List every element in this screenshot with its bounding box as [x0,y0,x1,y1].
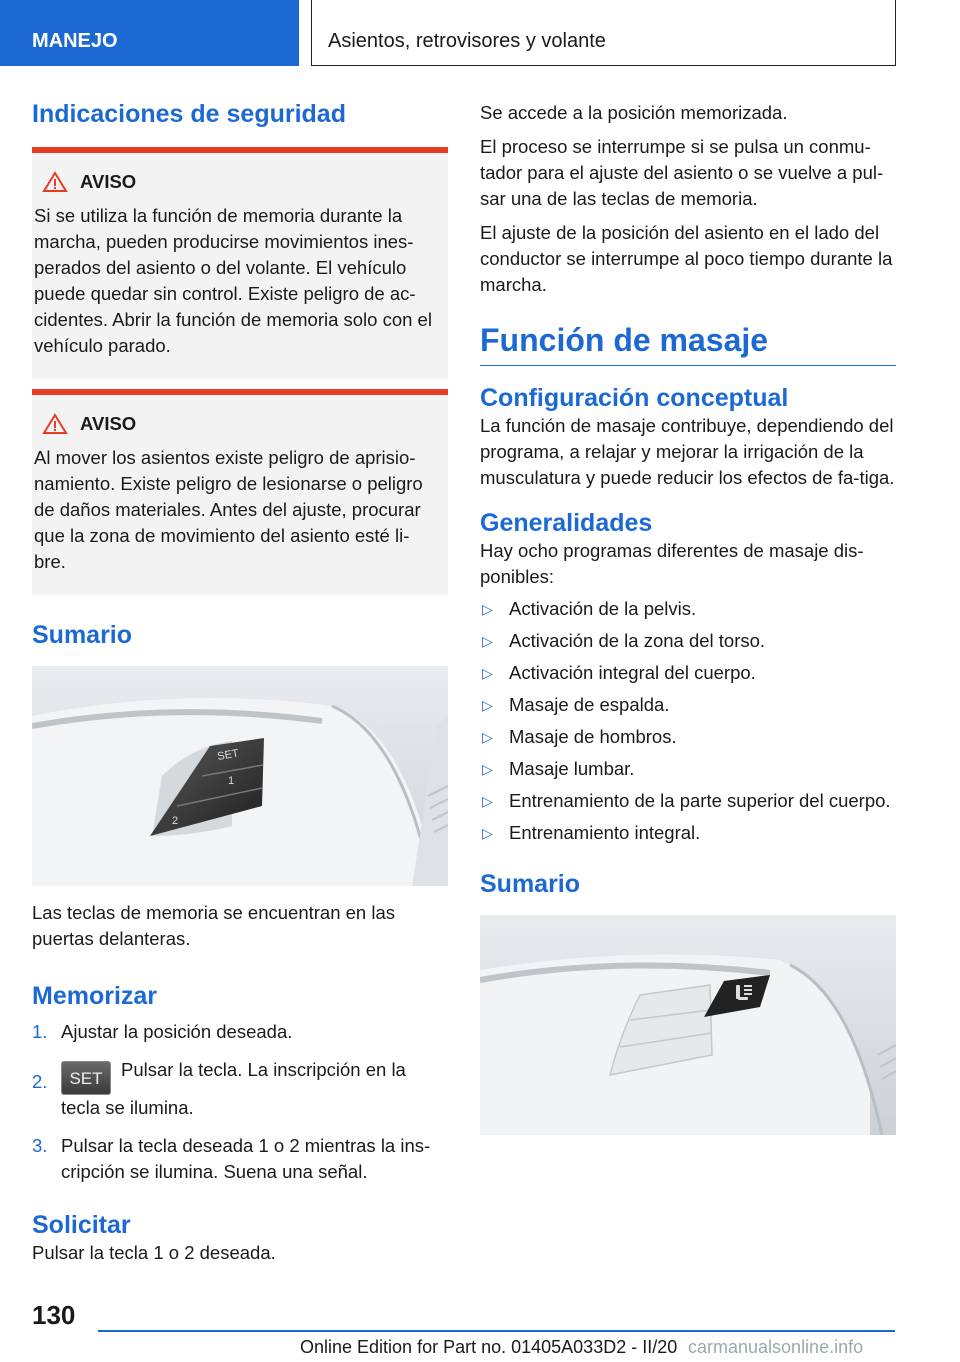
concept-text: La función de masaje contribuye, dependiendo del programa, a relajar y mejorar la irrigación de la musculatura y puede reducir los efectos de fa-tiga. [480,415,895,488]
step-item [32,1133,448,1185]
triangle-bullet-icon: ▷ [482,665,493,681]
warning-box-memory [32,147,448,379]
paragraph: El proceso se interrumpe si se pulsa un conmu-tador para el ajuste del asiento o se vuelve a pul-sar una de las teclas de memoria. [480,136,884,209]
right-column [480,100,896,1135]
triangle-bullet-icon: ▷ [482,601,493,617]
triangle-bullet-icon: ▷ [482,825,493,841]
warning-text: Al mover los asientos existe peligro de aprisio-namiento. Existe peligro de lesionarse o peligro de daños materiales. Antes del ajuste, procurar que la zona de movimiento del asiento esté li-bre. [34,447,423,572]
list-item: ▷ Masaje de espalda. [480,692,896,718]
overview-title: Sumario [32,621,133,649]
header-section: MANEJO [0,0,299,66]
page-number: 130 [32,1300,76,1330]
safety-title: Indicaciones de seguridad [32,100,346,128]
triangle-bullet-icon: ▷ [482,633,493,649]
step-number: 3. [32,1135,48,1156]
massage-title: Función de masaje [480,322,896,366]
list-item: ▷ Activación de la zona del torso. [480,628,896,654]
photo-caption: Las teclas de memoria se encuentran en las puertas delanteras. [32,902,396,949]
step-number: 2. [32,1071,48,1092]
memorize-steps [32,1019,448,1185]
header-chapter: Asientos, retrovisores y volante [311,0,896,66]
paragraph: Se accede a la posición memorizada. [480,102,788,123]
photo-label-1: 1 [228,775,235,787]
general-title: Generalidades [480,509,653,537]
warning-label: AVISO [80,171,137,192]
list-item: ▷ Activación integral del cuerpo. [480,660,896,686]
step-item [32,1019,448,1045]
list-item: ▷ Masaje lumbar. [480,756,896,782]
warning-text: Si se utiliza la función de memoria durante la marcha, pueden producirse movimientos ines-perados del asiento o del volante. El vehículo puede quedar sin control. Existe peligro de ac-cidentes. Abrir la función de memoria solo con el vehículo parado. [34,205,432,356]
footer-watermark: carmanualsonline.info [688,1337,864,1357]
photo-label-2: 2 [172,815,179,827]
massage-programs [480,596,896,846]
step-text: Pulsar la tecla. La inscripción en la tecla se ilumina. [61,1059,406,1118]
memorize-title: Memorizar [32,982,158,1010]
request-text: Pulsar la tecla 1 o 2 deseada. [32,1242,276,1263]
massage-button-photo [480,915,896,1135]
list-item: ▷ Entrenamiento de la parte superior del cuerpo. [480,788,896,814]
list-item: ▷ Entrenamiento integral. [480,820,896,846]
step-text: Ajustar la posición deseada. [61,1021,293,1042]
warning-label: AVISO [80,413,137,434]
left-column [32,100,448,1266]
triangle-bullet-icon: ▷ [482,761,493,777]
warning-icon [42,413,68,435]
general-text: Hay ocho programas diferentes de masaje dis-ponibles: [480,540,864,587]
overview-title-massage: Sumario [480,870,581,898]
paragraph: El ajuste de la posición del asiento en el lado del conductor se interrumpe al poco tiempo durante la marcha. [480,222,893,295]
triangle-bullet-icon: ▷ [482,697,493,713]
triangle-bullet-icon: ▷ [482,793,493,809]
warning-box-seat [32,389,448,595]
concept-title: Configuración conceptual [480,384,789,412]
request-title: Solicitar [32,1211,131,1239]
memory-buttons-photo [32,666,448,886]
step-text: Pulsar la tecla deseada 1 o 2 mientras la ins-cripción se ilumina. Suena una señal. [61,1135,431,1182]
list-item: ▷ Activación de la pelvis. [480,596,896,622]
footer-divider [98,1330,895,1332]
warning-icon [42,171,68,193]
footer-edition: Online Edition for Part no. 01405A033D2 - II/20 [300,1337,678,1357]
photo-label-set: SET [216,747,240,763]
step-number: 1. [32,1021,48,1042]
step-item [32,1057,448,1121]
set-key-icon: SET [61,1061,111,1095]
triangle-bullet-icon: ▷ [482,729,493,745]
list-item: ▷ Masaje de hombros. [480,724,896,750]
